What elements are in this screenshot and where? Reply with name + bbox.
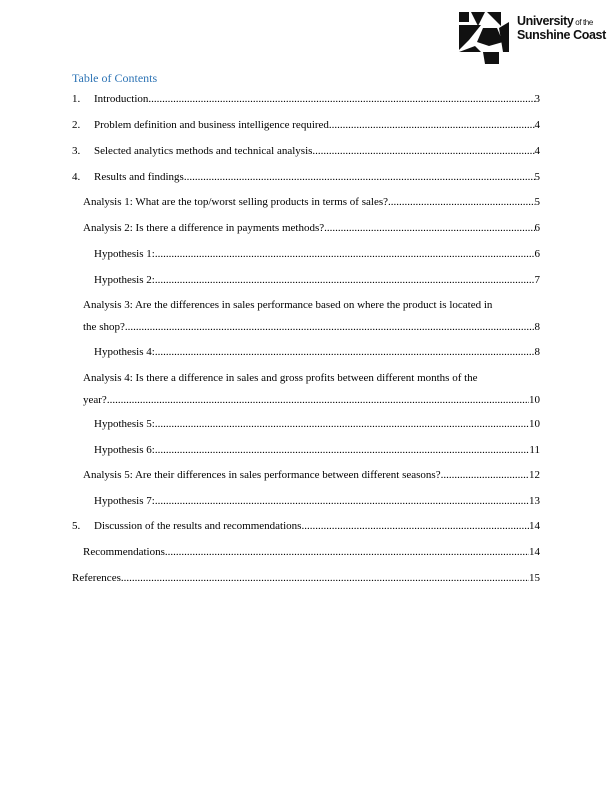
toc-entry-number: 5. [72, 520, 81, 532]
toc-entry-text: Hypothesis 6: [94, 444, 155, 456]
toc-leader-dots [301, 518, 529, 534]
toc-title: Table of Contents [72, 71, 158, 85]
toc-entry-hypothesis-7[interactable] [72, 493, 540, 509]
toc-entry-text-line-1: Analysis 3: Are the differences in sales performance based on where the product is located in [83, 299, 493, 311]
toc-page-number: 8 [534, 346, 540, 358]
logo-line-2: Sunshine Coast [517, 28, 606, 42]
toc-entry-text: Results and findings [94, 171, 184, 183]
toc-entry-hypothesis-6[interactable] [72, 442, 540, 458]
toc-page-number: 6 [534, 222, 540, 234]
toc-leader-dots [315, 143, 534, 159]
toc-entry-hypothesis-1[interactable] [72, 246, 540, 262]
toc-page-number: 11 [529, 444, 540, 456]
toc-entry-discussion[interactable] [72, 518, 540, 534]
toc-leader-dots [155, 272, 535, 288]
toc-entry-text: year? [83, 394, 107, 406]
toc-leader-dots [184, 169, 535, 185]
toc-entry-problem-definition[interactable] [72, 117, 540, 133]
toc-entry-number: 2. [72, 119, 81, 131]
logo-line-1: University of the [517, 14, 593, 28]
toc-entry-text: References [72, 572, 121, 584]
toc-entry-results-findings[interactable] [72, 169, 540, 185]
toc-entry-references[interactable] [72, 570, 540, 586]
toc-page-number: 12 [529, 469, 540, 481]
toc-page-number: 5 [534, 171, 540, 183]
toc-entry-hypothesis-5[interactable] [72, 416, 540, 432]
toc-leader-dots [165, 544, 529, 560]
toc-leader-dots [155, 442, 530, 458]
toc-entry-text: Hypothesis 2: [94, 274, 155, 286]
toc-leader-dots [388, 194, 535, 210]
toc-entry-text: Hypothesis 5: [94, 418, 155, 430]
toc-entry-hypothesis-2[interactable] [72, 272, 540, 288]
toc-entry-text-line-1: Analysis 4: Is there a difference in sales and gross profits between different months of the [83, 372, 478, 384]
toc-page-number: 14 [529, 546, 540, 558]
toc-entry-text: Hypothesis 4: [94, 346, 155, 358]
toc-page-number: 10 [529, 394, 540, 406]
toc-entry-text: Analysis 2: Is there a difference in payments methods? [83, 222, 325, 234]
toc-page-number: 15 [529, 572, 540, 584]
toc-entry-text: Recommendations [83, 546, 165, 558]
toc-entry-recommendations[interactable] [72, 544, 540, 560]
toc-entry-analysis-4[interactable] [72, 370, 540, 408]
university-logo [459, 12, 606, 64]
toc-leader-dots [329, 117, 535, 133]
toc-page-number: 8 [534, 321, 540, 333]
toc-leader-dots [125, 319, 535, 335]
toc-entry-analytics-methods[interactable] [72, 143, 540, 159]
toc-entry-hypothesis-4[interactable] [72, 344, 540, 360]
toc-page-number: 7 [534, 274, 540, 286]
university-logo-text [517, 15, 606, 42]
toc-entry-analysis-3[interactable] [72, 297, 540, 335]
toc-leader-dots [441, 467, 529, 483]
university-logo-mark-icon [459, 12, 515, 64]
toc-entry-text: Analysis 5: Are their differences in sales performance between different seasons? [83, 469, 441, 481]
toc-entry-text: Hypothesis 7: [94, 495, 155, 507]
toc-entry-text: Introduction [94, 93, 149, 105]
toc-page-number: 10 [529, 418, 540, 430]
toc-page-number: 5 [534, 196, 540, 208]
toc-page-number: 6 [534, 248, 540, 260]
toc-leader-dots [155, 416, 529, 432]
toc-entry-analysis-2[interactable] [72, 220, 540, 236]
toc-leader-dots [148, 91, 534, 107]
toc-leader-dots [324, 220, 534, 236]
toc-entry-number: 3. [72, 145, 81, 157]
toc-leader-dots [155, 493, 529, 509]
toc-entry-analysis-5[interactable] [72, 467, 540, 483]
toc-page-number: 14 [529, 520, 540, 532]
toc-leader-dots [155, 344, 535, 360]
toc-page-number: 4 [534, 119, 540, 131]
toc-page-number: 4 [534, 145, 540, 157]
toc-leader-dots [107, 392, 529, 408]
toc-entry-text: the shop? [83, 321, 125, 333]
toc-leader-dots [155, 246, 535, 262]
toc-entry-text: Problem definition and business intelligence required [94, 119, 329, 131]
toc-entry-text: Hypothesis 1: [94, 248, 155, 260]
toc-entry-text: Discussion of the results and recommendations [94, 520, 302, 532]
toc-page-number: 3 [534, 93, 540, 105]
toc-page-number: 13 [529, 495, 540, 507]
toc-entry-introduction[interactable] [72, 91, 540, 107]
toc-entry-analysis-1[interactable] [72, 194, 540, 210]
toc-leader-dots [121, 570, 529, 586]
toc-entry-text: Analysis 1: What are the top/worst selling products in terms of sales? [83, 196, 388, 208]
toc-entry-number: 4. [72, 171, 81, 183]
toc-entry-number: 1. [72, 93, 81, 105]
toc-entry-text: Selected analytics methods and technical analysis. [94, 145, 316, 157]
